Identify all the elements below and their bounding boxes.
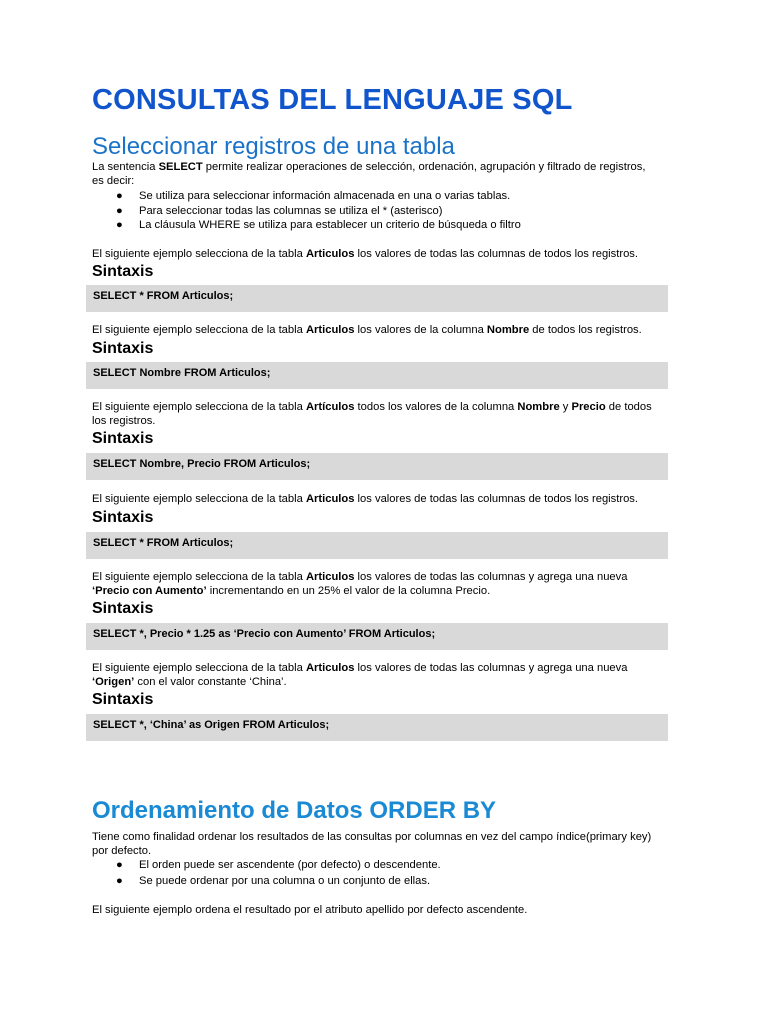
order-by-intro: [92, 830, 682, 858]
text: por defecto.: [92, 845, 152, 857]
list-item-text: Se puede ordenar por una columna o un conjunto de ellas.: [139, 874, 431, 887]
bullet-icon: ●: [116, 874, 123, 887]
text: los valores de todas las columnas y agrega una nueva: [354, 662, 628, 674]
text: y: [559, 401, 572, 413]
bold-text: ‘Precio con Aumento’: [92, 585, 207, 597]
example-description: [92, 400, 682, 428]
text: El siguiente ejemplo selecciona de la tabla: [92, 571, 306, 583]
bold-text: Nombre: [486, 324, 530, 336]
sintaxis-heading: Sintaxis: [92, 430, 154, 447]
text: Tiene como finalidad ordenar los resultados de las consultas por columnas en vez del campo índice(primary key): [92, 831, 652, 843]
bold-text: Articulos: [305, 248, 355, 260]
text: los valores de la columna: [354, 324, 487, 336]
list-item-text: El orden puede ser ascendente (por defecto) o descendente.: [139, 859, 441, 871]
list-item: [116, 218, 521, 233]
list-item: [116, 204, 442, 219]
sintaxis-heading: Sintaxis: [92, 263, 154, 280]
sintaxis-heading: Sintaxis: [92, 600, 154, 617]
example-description: [92, 661, 682, 689]
code-block: SELECT * FROM Articulos;: [86, 532, 668, 559]
text: de todos los registros.: [529, 324, 642, 336]
list-item: [116, 858, 441, 873]
page-title: CONSULTAS DEL LENGUAJE SQL: [92, 84, 573, 116]
text: de todos: [605, 401, 652, 413]
intro-paragraph: [92, 160, 682, 188]
code-block: SELECT * FROM Articulos;: [86, 285, 668, 312]
text: incrementando en un 25% el valor de la columna Precio.: [206, 585, 491, 597]
bold-text: Precio: [571, 401, 606, 413]
sintaxis-heading: Sintaxis: [92, 340, 154, 357]
text: los registros.: [92, 415, 156, 427]
bold-text: Nombre: [517, 401, 560, 413]
text: con el valor constante ‘China’.: [134, 676, 287, 688]
intro-text-a: La sentencia: [92, 161, 159, 173]
section-heading-select: Seleccionar registros de una tabla: [92, 133, 455, 160]
bold-text: ‘Origen’: [92, 676, 135, 688]
bullet-icon: ●: [116, 859, 123, 871]
list-item-text: Se utiliza para seleccionar información almacenada en una o varias tablas.: [139, 190, 511, 202]
section-heading-order-by: Ordenamiento de Datos ORDER BY: [92, 797, 497, 824]
list-item: [116, 874, 430, 889]
code-block: SELECT *, Precio * 1.25 as ‘Precio con Aumento’ FROM Articulos;: [86, 623, 668, 650]
text: todos los valores de la columna: [354, 401, 518, 413]
sintaxis-heading: Sintaxis: [92, 509, 154, 526]
bullet-icon: ●: [116, 190, 123, 202]
bold-text: Artículos: [305, 401, 355, 413]
intro-keyword: SELECT: [158, 161, 203, 173]
list-item-text: La cláusula WHERE se utiliza para establecer un criterio de búsqueda o filtro: [139, 219, 521, 231]
sintaxis-heading: Sintaxis: [92, 691, 154, 708]
bold-text: Articulos: [305, 662, 355, 674]
text: El siguiente ejemplo selecciona de la tabla: [92, 248, 306, 260]
example-description: [92, 247, 682, 261]
bold-text: Articulos: [305, 493, 355, 505]
list-item-text: Para seleccionar todas las columnas se utiliza el * (asterisco): [139, 204, 443, 217]
example-description: [92, 323, 682, 337]
text: los valores de todas las columnas de todos los registros.: [354, 248, 639, 260]
list-item: [116, 189, 510, 204]
order-by-example: El siguiente ejemplo ordena el resultado por el atributo apellido por defecto ascendente.: [92, 904, 528, 916]
code-block: SELECT Nombre, Precio FROM Articulos;: [86, 453, 668, 480]
intro-text-d: es decir:: [92, 175, 135, 187]
bullet-icon: ●: [116, 204, 123, 217]
code-block: SELECT Nombre FROM Articulos;: [86, 362, 668, 389]
text: los valores de todas las columnas y agrega una nueva: [354, 571, 628, 583]
bullet-icon: ●: [116, 219, 123, 231]
bold-text: Articulos: [305, 324, 355, 336]
example-description: [92, 570, 682, 598]
text: El siguiente ejemplo selecciona de la tabla: [92, 662, 306, 674]
text: El siguiente ejemplo selecciona de la tabla: [92, 401, 306, 413]
text: El siguiente ejemplo selecciona de la tabla: [92, 324, 306, 336]
text: los valores de todas las columnas de todos los registros.: [354, 493, 639, 505]
example-description: [92, 492, 682, 506]
code-block: SELECT *, ‘China’ as Origen FROM Articulos;: [86, 714, 668, 741]
text: El siguiente ejemplo selecciona de la tabla: [92, 493, 306, 505]
bold-text: Articulos: [305, 571, 355, 583]
intro-text-c: permite realizar operaciones de selección, ordenación, agrupación y filtrado de registros,: [202, 161, 646, 173]
